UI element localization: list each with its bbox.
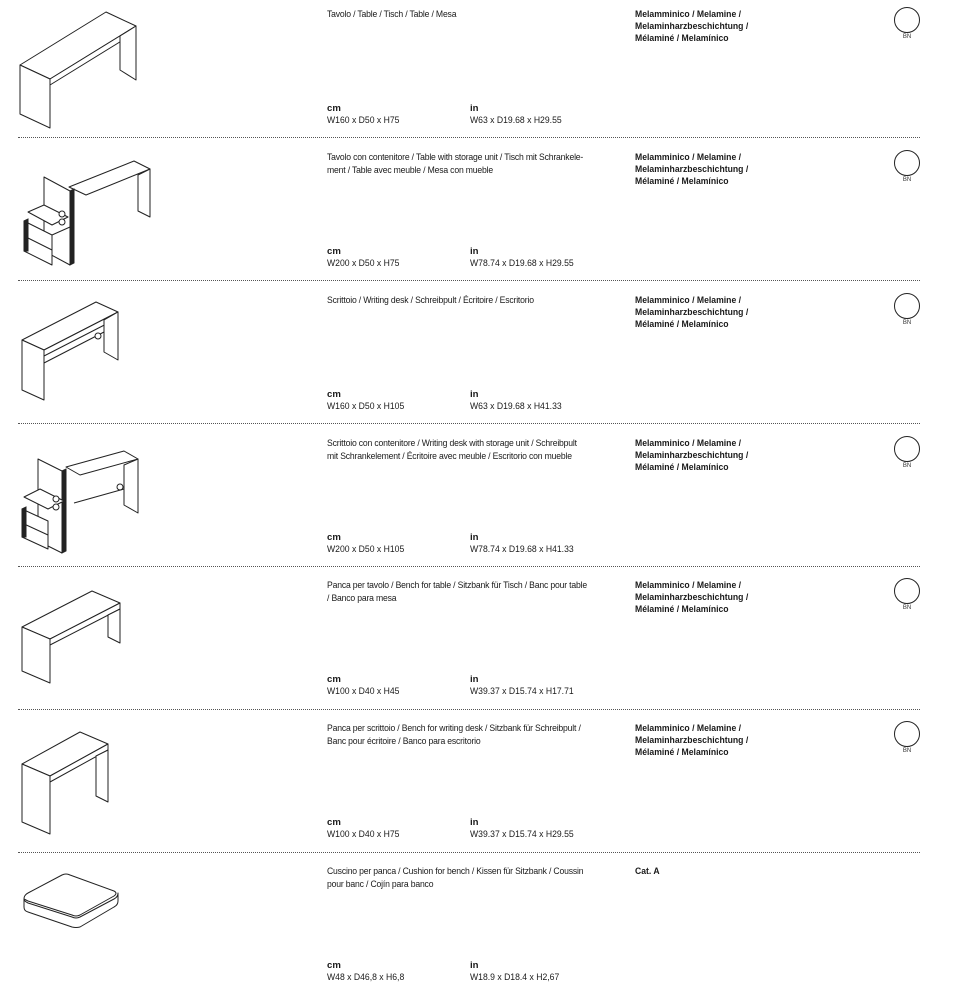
cm-dimensions: W100 x D40 x H45 xyxy=(327,686,400,697)
material-info xyxy=(635,152,779,188)
table-illustration xyxy=(14,4,164,129)
material-line: Mélaminé / Melamínico xyxy=(635,747,729,758)
writing-desk-illustration xyxy=(14,290,164,415)
material-line: Melamminico / Melamine / xyxy=(635,152,742,163)
cm-label: cm xyxy=(327,103,341,114)
material-line: Melamminico / Melamine / xyxy=(635,580,742,591)
material-line: Melaminharzbeschichtung / xyxy=(635,735,749,746)
material-line: Melaminharzbeschichtung / xyxy=(635,164,749,175)
material-line: Melamminico / Melamine / xyxy=(635,438,742,449)
in-dimensions: W78.74 x D19.68 x H29.55 xyxy=(470,258,574,269)
finish-swatch xyxy=(894,293,920,319)
writing-desk-storage-illustration xyxy=(14,433,164,558)
row-divider xyxy=(18,280,920,281)
product-description: Cuscino per panca / Cushion for bench / Kissen für Sitzbank / Coussin pour banc / Cojín para banco xyxy=(327,866,584,890)
in-label: in xyxy=(470,389,479,400)
cm-dimensions: W100 x D40 x H75 xyxy=(327,829,400,840)
material-line: Melaminharzbeschichtung / xyxy=(635,592,749,603)
cm-dimensions: W200 x D50 x H75 xyxy=(327,258,400,269)
cm-dimensions: W160 x D50 x H75 xyxy=(327,115,400,126)
in-label: in xyxy=(470,674,479,685)
material-line: Melaminharzbeschichtung / xyxy=(635,307,749,318)
table-storage-illustration xyxy=(14,147,164,272)
product-description: Tavolo / Table / Tisch / Table / Mesa xyxy=(327,9,457,20)
product-description: Panca per scrittoio / Bench for writing desk / Sitzbank für Schreibpult / Banc pour écritoire / Banco para escritorio xyxy=(327,723,581,747)
cm-label: cm xyxy=(327,246,341,257)
finish-code: BN xyxy=(902,463,912,469)
finish-code: BN xyxy=(902,320,912,326)
material-line: Melamminico / Melamine / xyxy=(635,9,742,20)
in-dimensions: W63 x D19.68 x H29.55 xyxy=(470,115,562,126)
material-line: Mélaminé / Melamínico xyxy=(635,176,729,187)
row-divider xyxy=(18,709,920,710)
row-divider xyxy=(18,566,920,567)
material-line: Mélaminé / Melamínico xyxy=(635,33,729,44)
material-info xyxy=(635,723,779,759)
finish-code: BN xyxy=(902,605,912,611)
cm-dimensions: W200 x D50 x H105 xyxy=(327,544,405,555)
row-divider xyxy=(18,852,920,853)
in-label: in xyxy=(470,103,479,114)
finish-code: BN xyxy=(902,748,912,754)
in-label: in xyxy=(470,960,479,971)
cm-label: cm xyxy=(327,532,341,543)
material-info xyxy=(635,580,779,616)
row-divider xyxy=(18,137,920,138)
bench-desk-illustration xyxy=(14,718,164,843)
product-description: Scrittoio / Writing desk / Schreibpult / Écritoire / Escritorio xyxy=(327,295,534,306)
material-line: Melamminico / Melamine / xyxy=(635,295,742,306)
cm-label: cm xyxy=(327,817,341,828)
material-info xyxy=(635,9,779,45)
bench-table-illustration xyxy=(14,575,164,700)
finish-code: BN xyxy=(902,34,912,40)
finish-swatch xyxy=(894,436,920,462)
material-info xyxy=(635,295,779,331)
material-line: Melaminharzbeschichtung / xyxy=(635,21,749,32)
cm-label: cm xyxy=(327,674,341,685)
material-line: Mélaminé / Melamínico xyxy=(635,462,729,473)
row-divider xyxy=(18,423,920,424)
product-description: Panca per tavolo / Bench for table / Sitzbank für Tisch / Banc pour table / Banco para mesa xyxy=(327,580,587,604)
finish-swatch xyxy=(894,578,920,604)
material-info xyxy=(635,438,779,474)
in-dimensions: W18.9 x D18.4 x H2,67 xyxy=(470,972,560,983)
in-dimensions: W39.37 x D15.74 x H29.55 xyxy=(470,829,574,840)
cm-dimensions: W160 x D50 x H105 xyxy=(327,401,405,412)
in-dimensions: W63 x D19.68 x H41.33 xyxy=(470,401,562,412)
material-info xyxy=(635,866,779,878)
material-line: Mélaminé / Melamínico xyxy=(635,604,729,615)
in-label: in xyxy=(470,817,479,828)
finish-swatch xyxy=(894,721,920,747)
finish-code: BN xyxy=(902,177,912,183)
in-dimensions: W39.37 x D15.74 x H17.71 xyxy=(470,686,574,697)
in-label: in xyxy=(470,246,479,257)
cm-dimensions: W48 x D46,8 x H6,8 xyxy=(327,972,405,983)
material-line: Melaminharzbeschichtung / xyxy=(635,450,749,461)
in-label: in xyxy=(470,532,479,543)
in-dimensions: W78.74 x D19.68 x H41.33 xyxy=(470,544,574,555)
finish-swatch xyxy=(894,150,920,176)
material-line: Mélaminé / Melamínico xyxy=(635,319,729,330)
cm-label: cm xyxy=(327,389,341,400)
material-line: Cat. A xyxy=(635,866,660,877)
finish-swatch xyxy=(894,7,920,33)
cushion-illustration xyxy=(14,861,164,986)
product-description: Scrittoio con contenitore / Writing desk with storage unit / Schreibpult mit Schrankelement / Écritoire avec meuble / Escritorio con mueble xyxy=(327,438,577,462)
cm-label: cm xyxy=(327,960,341,971)
material-line: Melamminico / Melamine / xyxy=(635,723,742,734)
product-description: Tavolo con contenitore / Table with storage unit / Tisch mit Schrankele- ment / Table avec meuble / Mesa con mueble xyxy=(327,152,584,176)
